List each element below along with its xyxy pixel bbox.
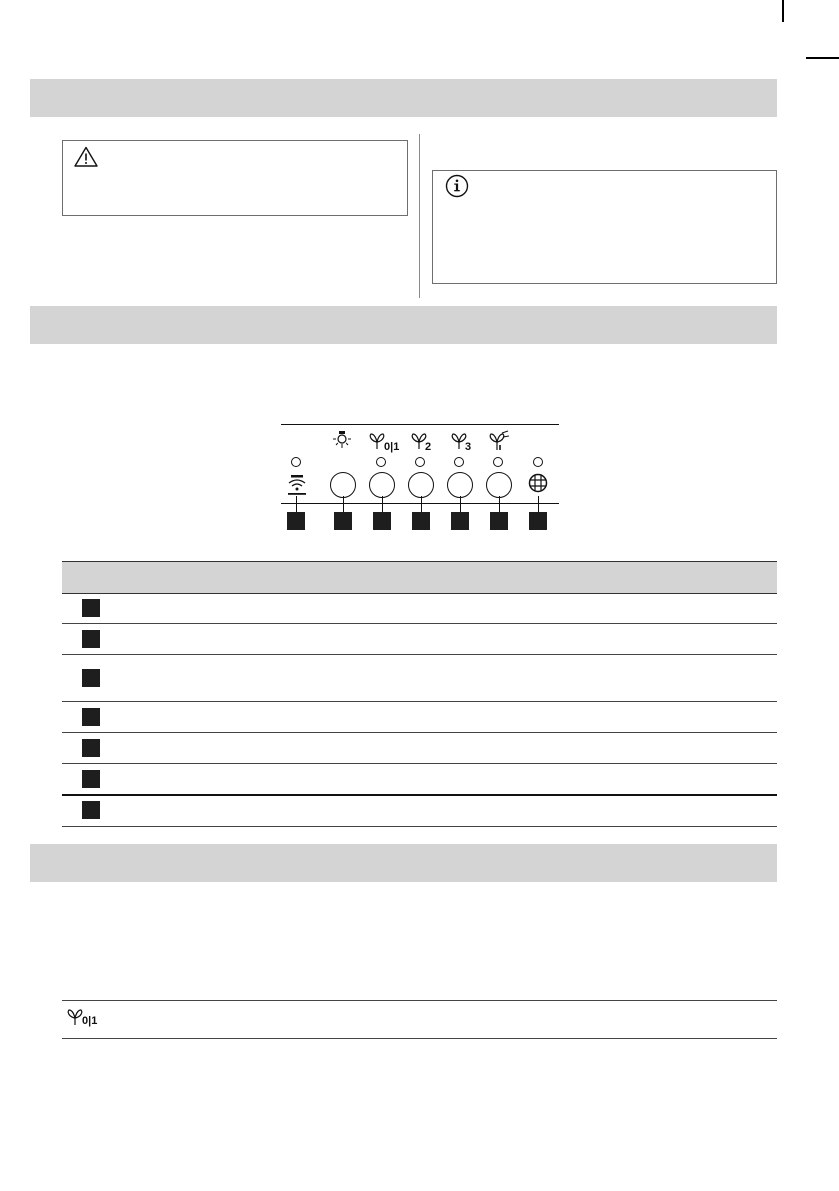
- callout-tick: [382, 496, 383, 512]
- callout-tick: [499, 496, 500, 512]
- table-row-marker: [82, 739, 100, 757]
- table-row-divider: [62, 701, 777, 702]
- callout-marker: [334, 512, 352, 530]
- callout-tick: [460, 496, 461, 512]
- led-grease-filter: [533, 457, 543, 467]
- fan-0-1-label: 0|1: [82, 1015, 98, 1027]
- callout-tick: [421, 496, 422, 512]
- table-row-marker: [82, 801, 100, 819]
- table-row-divider: [62, 763, 777, 764]
- table-header: [62, 561, 777, 594]
- fan-boost-icon: [488, 430, 510, 452]
- fan-0-1-label: 0|1: [384, 441, 400, 453]
- panel-top-line: [281, 424, 559, 425]
- led-hob-to-hood: [291, 457, 301, 467]
- callout-marker: [529, 512, 547, 530]
- led-fan-boost: [493, 457, 503, 467]
- hob-to-hood-wireless-icon: [285, 473, 309, 497]
- light-button[interactable]: [330, 472, 356, 498]
- led-fan-speed-3: [454, 457, 464, 467]
- fan-speed-2-button[interactable]: [408, 472, 434, 498]
- table-row-divider: [62, 623, 777, 624]
- led-fan-0-1: [376, 457, 386, 467]
- fan-boost-button[interactable]: [486, 472, 512, 498]
- fan-speed-3-button[interactable]: [447, 472, 473, 498]
- table-row-marker: [82, 708, 100, 726]
- panel-bottom-line: [281, 503, 559, 504]
- callout-marker: [490, 512, 508, 530]
- table-row-divider: [62, 654, 777, 655]
- table-row-marker: [82, 669, 100, 687]
- bottom-table-bottom-line: [62, 1038, 777, 1039]
- fan-speed-2-label: 2: [425, 441, 432, 453]
- callout-tick: [343, 496, 344, 512]
- callout-tick: [296, 496, 297, 512]
- callout-marker: [287, 512, 305, 530]
- table-row-marker: [82, 599, 100, 617]
- callout-marker: [373, 512, 391, 530]
- section-header-3: [30, 844, 777, 882]
- control-table: [62, 561, 777, 827]
- callout-tick: [538, 496, 539, 512]
- grease-filter-icon: [528, 473, 548, 493]
- table-row-divider: [62, 732, 777, 733]
- table-row-divider: [62, 794, 777, 796]
- callout-marker: [451, 512, 469, 530]
- fan-on-off-button[interactable]: [369, 472, 395, 498]
- bottom-table-top-line: [62, 1000, 777, 1001]
- light-bulb-icon: [332, 430, 352, 450]
- table-row-marker: [82, 630, 100, 648]
- fan-speed-3-label: 3: [465, 441, 472, 453]
- control-panel-diagram: [0, 0, 839, 540]
- callout-marker: [412, 512, 430, 530]
- table-row-marker: [82, 770, 100, 788]
- led-fan-speed-2: [415, 457, 425, 467]
- table-bottom-line: [62, 826, 777, 827]
